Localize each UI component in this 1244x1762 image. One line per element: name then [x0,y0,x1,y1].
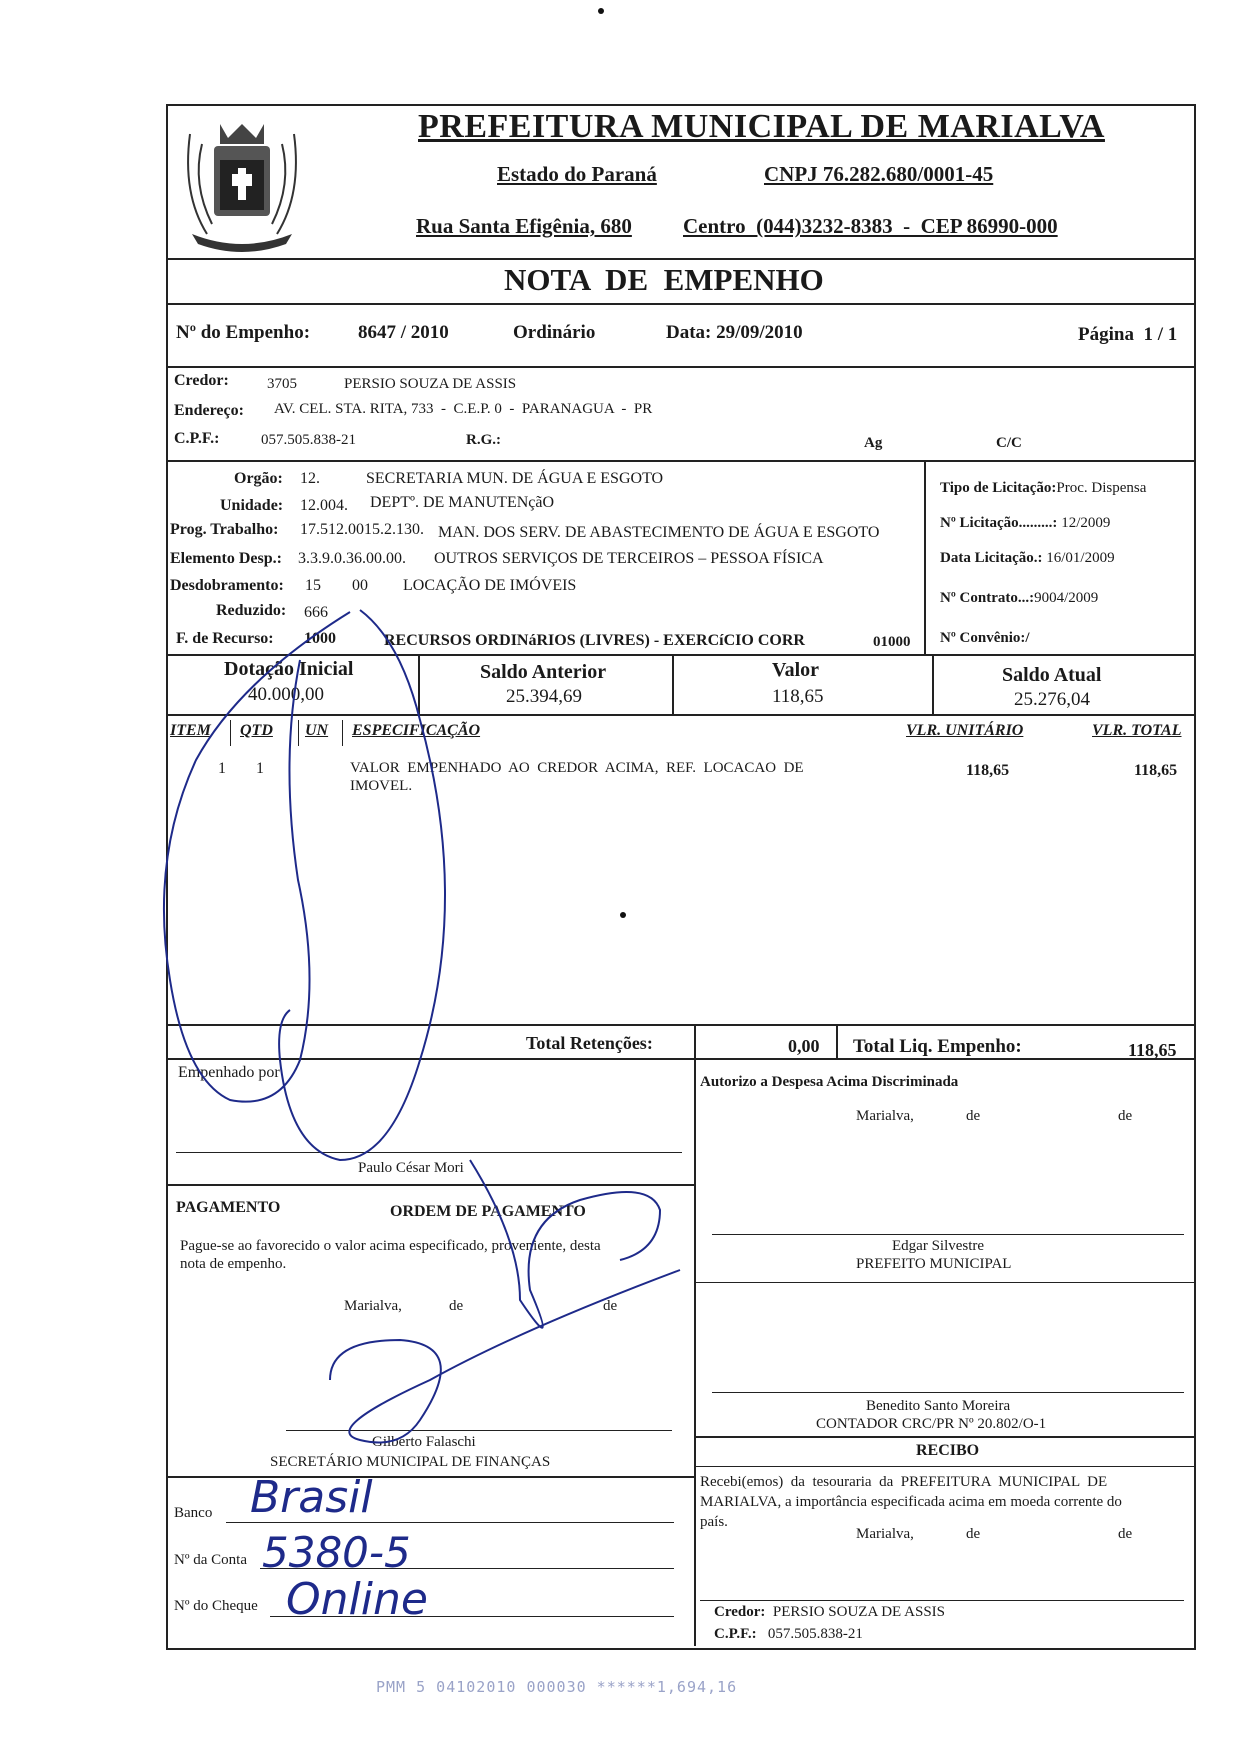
signature-loop-2 [279,610,445,1160]
page-number: Página 1 / 1 [1078,324,1178,345]
prog-code: 17.512.0015.2.130. [300,521,424,538]
empenho-label: Nº do Empenho: [176,322,311,343]
tipo-licitacao-value: Proc. Dispensa [1056,480,1147,496]
valor-value: 118,65 [772,686,824,707]
ordem-place: Marialva, [344,1298,402,1314]
tipo-licitacao-label: Tipo de Licitação:Proc. Dispensa [940,480,1147,496]
credor-code: 3705 [267,376,297,392]
cashier-stamp: PMM 5 04102010 000030 ******1,694,16 [376,1678,738,1696]
valor-label: Valor [772,659,820,681]
document-title: NOTA DE EMPENHO [504,262,824,297]
empenho-number: 8647 / 2010 [358,322,449,343]
recibo-place: Marialva, [856,1526,914,1542]
saldo-anterior-label: Saldo Anterior [480,661,607,683]
retencoes-value: 0,00 [788,1036,820,1056]
recibo-de2: de [1118,1526,1133,1542]
num-licitacao-value: 12/2009 [1061,515,1111,531]
cpf-label: C.P.F.: [174,430,220,447]
liquido-label: Total Liq. Empenho: [853,1036,1022,1057]
prog-label: Prog. Trabalho: [170,521,279,538]
col-item-header: ITEM [170,722,211,739]
ordem-text-line1: Pague-se ao favorecido o valor acima especificado, proveniente, desta [180,1238,601,1254]
endereco-value: AV. CEL. STA. RITA, 733 - C.E.P. 0 - PARANAGUA - PR [274,401,653,417]
saldo-anterior-value: 25.394,69 [506,686,582,707]
rg-label: R.G.: [466,432,501,448]
banco-handwritten: Brasil [250,1472,373,1523]
cnpj-label: CNPJ 76.282.680/0001-45 [764,162,994,186]
city-hall-title: PREFEITURA MUNICIPAL DE MARIALVA [418,108,1105,145]
contrato-label: Nº Contrato...:9004/2009 [940,590,1099,606]
recibo-cpf-label: C.P.F.: [714,1626,757,1642]
orgao-code: 12. [300,470,320,487]
recibo-credor-label: Credor: [714,1604,766,1620]
ordem-label: ORDEM DE PAGAMENTO [390,1203,586,1220]
saldo-atual-value: 25.276,04 [1014,689,1090,710]
contrato-value: 9004/2009 [1034,590,1099,606]
num-licitacao-label: Nº Licitação.........: 12/2009 [940,515,1111,531]
recibo-label: RECIBO [916,1442,980,1459]
recibo-cpf-value: 057.505.838-21 [767,1626,863,1642]
liquido-value: 118,65 [1128,1040,1177,1060]
prefeito-name: Edgar Silvestre [892,1238,985,1254]
cc-label: C/C [996,435,1022,451]
endereco-label: Endereço: [174,402,244,419]
recibo-text-line2: MARIALVA, a importância especificada acima em moeda corrente do [700,1494,1122,1510]
data-licitacao-value: 16/01/2009 [1046,550,1115,566]
conta-label: Nº da Conta [174,1552,247,1568]
total-cell: 118,65 [1134,762,1178,779]
recibo-text-line1: Recebi(emos) da tesouraria da PREFEITURA MUNICIPAL DE [700,1474,1108,1490]
ordem-text-line2: nota de empenho. [180,1256,287,1272]
espec-cell-line1: VALOR EMPENHADO AO CREDOR ACIMA, REF. LOCACAO DE [350,760,804,776]
autorizo-de2: de [1118,1108,1133,1124]
dotacao-label: Dotação Inicial [224,658,354,680]
secretario-name: Gilberto Falaschi [372,1434,476,1450]
pagamento-label: PAGAMENTO [176,1199,281,1216]
address-label: Rua Santa Efigênia, 680 [416,214,632,238]
recibo-de1: de [966,1526,981,1542]
empenhado-name: Paulo César Mori [358,1160,464,1176]
item-cell: 1 [218,760,226,777]
ordem-de1: de [449,1298,464,1314]
elemento-label: Elemento Desp.: [170,550,282,567]
data-licitacao-label: Data Licitação.: 16/01/2009 [940,550,1115,566]
reduzido-value: 666 [304,604,328,621]
recurso-value: RECURSOS ORDINáRIOS (LIVRES) - EXERCíCIO CORR [384,632,805,649]
unidade-label: Unidade: [220,497,284,514]
empenho-date: Data: 29/09/2010 [666,322,803,343]
banco-label: Banco [174,1505,213,1521]
saldo-atual-label: Saldo Atual [1002,664,1102,686]
desdobramento-label: Desdobramento: [170,577,284,594]
autorizo-place: Marialva, [856,1108,914,1124]
orgao-value: SECRETARIA MUN. DE ÁGUA E ESGOTO [366,470,664,487]
contador-title: CONTADOR CRC/PR Nº 20.802/O-1 [816,1416,1047,1432]
autorizo-label: Autorizo a Despesa Acima Discriminada [700,1074,959,1090]
desdobramento-b: 00 [352,577,368,594]
elemento-code: 3.3.9.0.36.00.00. [298,550,406,567]
reduzido-label: Reduzido: [216,602,287,619]
cheque-label: Nº do Cheque [174,1598,258,1614]
signature-loop-1 [164,612,350,1102]
unit-cell: 118,65 [966,762,1010,779]
dotacao-value: 40.000,00 [248,684,324,705]
col-total-header: VLR. TOTAL [1092,722,1182,739]
signature-swoosh [470,1160,660,1328]
credor-name: PERSIO SOUZA DE ASSIS [344,376,517,392]
recibo-credor-value: PERSIO SOUZA DE ASSIS [772,1604,946,1620]
recurso-number: 01000 [873,634,911,650]
col-unit-header: VLR. UNITÁRIO [906,722,1024,739]
prog-value: MAN. DOS SERV. DE ABASTECIMENTO DE ÁGUA E ESGOTO [438,524,880,541]
cpf-value: 057.505.838-21 [261,432,356,448]
state-label: Estado do Paraná [497,162,657,186]
empenho-type: Ordinário [513,322,596,343]
credor-label: Credor: [174,372,229,389]
ag-label: Ag [864,435,883,451]
convenio-label: Nº Convênio:/ [940,630,1030,646]
cheque-handwritten: Online [286,1574,428,1625]
orgao-label: Orgão: [234,470,283,487]
prefeito-title: PREFEITO MUNICIPAL [856,1256,1012,1272]
col-un-header: UN [305,722,329,739]
recurso-label: F. de Recurso: [176,630,274,647]
desdobramento-value: LOCAÇÃO DE IMÓVEIS [403,577,577,594]
desdobramento-a: 15 [305,577,321,594]
recibo-text-line3: país. [700,1514,728,1530]
retencoes-label: Total Retenções: [526,1033,653,1053]
secretario-title: SECRETÁRIO MUNICIPAL DE FINANÇAS [270,1454,551,1470]
unidade-code: 12.004. [300,497,348,514]
unidade-value: DEPTº. DE MANUTENçãO [370,494,555,511]
qtd-cell: 1 [256,760,264,777]
empenhado-label: Empenhado por [178,1064,280,1081]
col-espec-header: ESPECIFICAÇÃO [352,722,481,739]
conta-handwritten: 5380-5 [262,1528,411,1577]
recurso-code: 1000 [304,630,336,647]
espec-cell-line2: IMOVEL. [350,778,413,794]
contact-label: Centro (044)3232-8383 - CEP 86990-000 [683,214,1058,238]
autorizo-de1: de [966,1108,981,1124]
contador-name: Benedito Santo Moreira [866,1398,1011,1414]
col-qtd-header: QTD [240,722,273,739]
ordem-de2: de [603,1298,618,1314]
elemento-value: OUTROS SERVIÇOS DE TERCEIROS – PESSOA FÍSICA [434,550,824,567]
signature-curve [330,1270,680,1443]
